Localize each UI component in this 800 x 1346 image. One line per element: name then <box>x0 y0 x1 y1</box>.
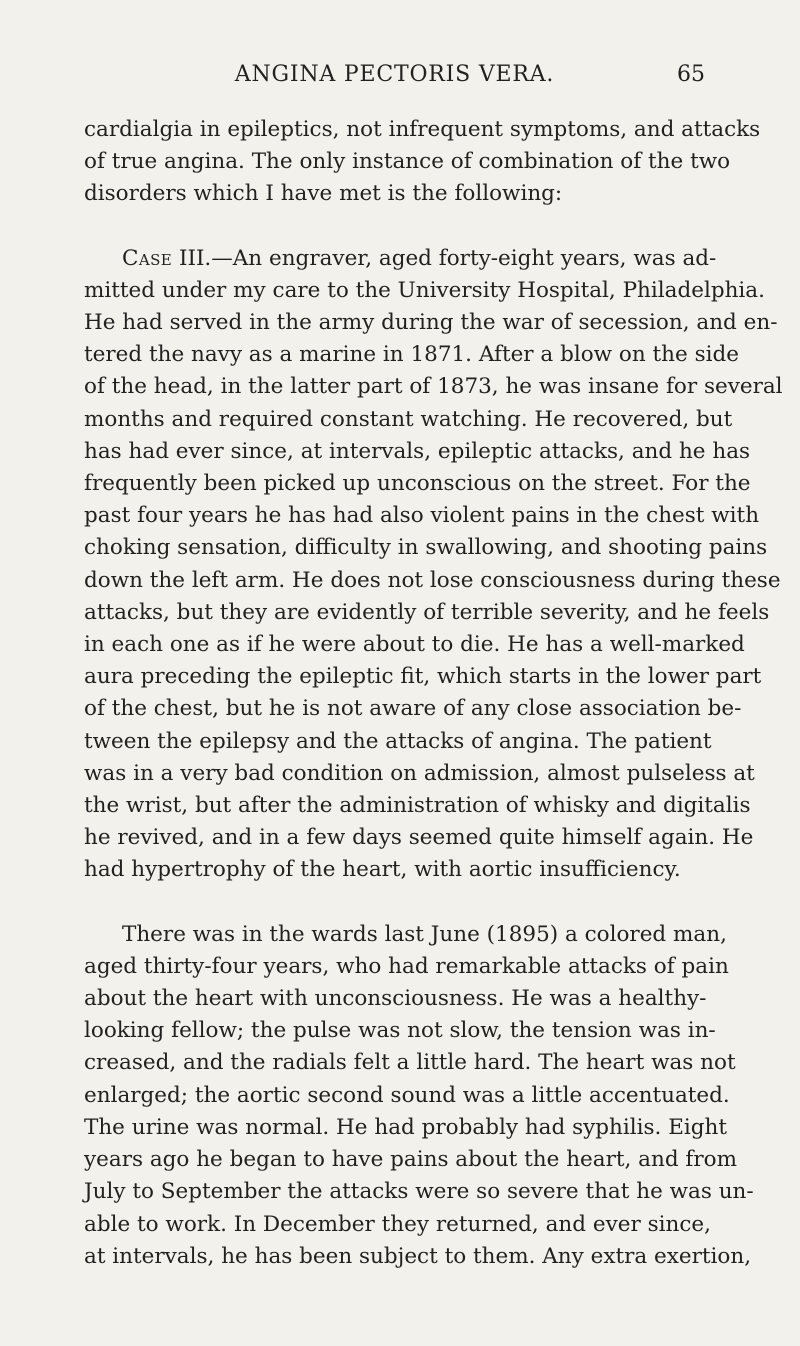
text-line: the wrist, but after the administration of whisky and digitalis <box>84 793 751 819</box>
text-line: years ago he began to have pains about the heart, and from <box>84 1147 737 1173</box>
text-line: enlarged; the aortic second sound was a little accentuated. <box>84 1082 730 1108</box>
text-line: he revived, and in a few days seemed quite himself again. He <box>84 825 754 851</box>
case-heading-line <box>84 243 717 275</box>
page-number: 65 <box>677 62 705 87</box>
case-three-paragraph <box>84 243 783 887</box>
text-line: mitted under my care to the University Hospital, Philadelphia. <box>84 277 765 303</box>
text-line: at intervals, he has been subject to them. Any extra exertion, <box>84 1243 752 1269</box>
text-line: had hypertrophy of the heart, with aortic insufficiency. <box>84 857 681 883</box>
text-line: of true angina. The only instance of combination of the two <box>84 149 731 175</box>
text-line: July to September the attacks were so severe that he was un- <box>84 1179 754 1205</box>
text-line: choking sensation, difficulty in swallowing, and shooting pains <box>84 535 768 561</box>
text-line: creased, and the radials felt a little hard. The heart was not <box>84 1050 736 1076</box>
text-line: of the chest, but he is not aware of any close association be- <box>84 696 742 722</box>
case-first-line-text: —An engraver, aged forty-eight years, was ad- <box>211 245 717 271</box>
text-line: looking fellow; the pulse was not slow, the tension was in- <box>84 1018 716 1044</box>
case-label: Case <box>122 245 173 271</box>
text-line: He had served in the army during the war of secession, and en- <box>84 310 778 336</box>
running-head <box>84 60 705 90</box>
text-line: about the heart with unconsciousness. He was a healthy- <box>84 986 707 1012</box>
text-line: has had ever since, at intervals, epileptic attacks, and he has <box>84 438 751 464</box>
text-line: cardialgia in epileptics, not infrequent symptoms, and attacks <box>84 117 761 142</box>
paragraph-gap <box>84 887 705 919</box>
paragraph-gap <box>84 211 705 243</box>
running-title: ANGINA PECTORIS VERA. <box>234 62 555 87</box>
text-line: aged thirty-four years, who had remarkable attacks of pain <box>84 953 729 979</box>
text-line: disorders which I have met is the following: <box>84 181 563 207</box>
text-line: aura preceding the epileptic fit, which starts in the lower part <box>84 664 762 690</box>
text-line <box>84 919 727 951</box>
text-line: down the left arm. He does not lose consciousness during these <box>84 567 781 593</box>
body-text <box>84 114 783 1273</box>
text-line: tered the navy as a marine in 1871. After a blow on the side <box>84 342 739 368</box>
june-case-paragraph <box>84 919 754 1273</box>
text-line: in each one as if he were about to die. He has a well-marked <box>84 632 745 658</box>
text-line: of the head, in the latter part of 1873, he was insane for several <box>84 374 783 400</box>
text-line: attacks, but they are evidently of terrible severity, and he feels <box>84 599 770 625</box>
text-line: able to work. In December they returned, and ever since, <box>84 1211 711 1237</box>
text-line: frequently been picked up unconscious on the street. For the <box>84 471 751 497</box>
text-line: was in a very bad condition on admission, almost pulseless at <box>84 760 755 786</box>
text-line: tween the epilepsy and the attacks of angina. The patient <box>84 728 712 754</box>
text-line: past four years he has had also violent pains in the chest with <box>84 503 760 529</box>
text-line: months and required constant watching. He recovered, but <box>84 406 733 432</box>
case-number: III. <box>178 245 212 271</box>
text-line-content: There was in the wards last June (1895) a colored man, <box>122 921 727 947</box>
paragraph-continuation <box>84 114 761 211</box>
text-line: The urine was normal. He had probably had syphilis. Eight <box>84 1114 728 1140</box>
